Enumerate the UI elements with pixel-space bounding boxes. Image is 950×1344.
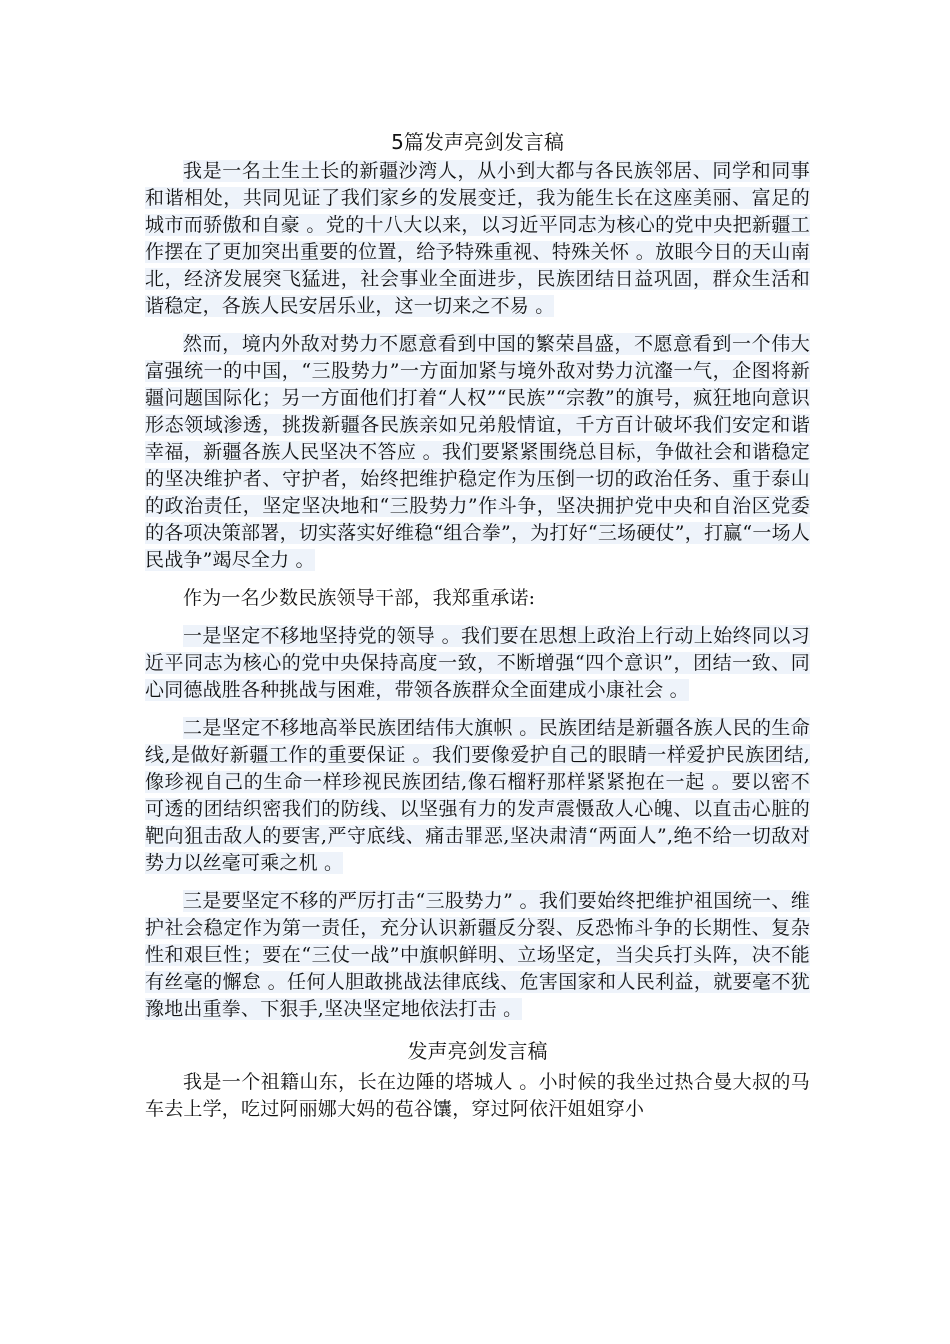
paragraph-4 — [145, 623, 810, 704]
document-title: 5篇发声亮剑发言稿 — [391, 130, 564, 154]
paragraph-3-text: 作为一名少数民族领导干部，我郑重承诺: — [183, 587, 536, 609]
paragraph-1-text: 我是一名土生土长的新疆沙湾人，从小到大都与各民族邻居、同学和同事和谐相处，共同见证了我们家乡的发展变迁，我为能生长在这座美丽、富足的城市而骄傲和自豪 。党的十八大以来，以习近平同志为核心的党中央把新疆工作摆在了更加突出重要的位置，给予特殊重视、特殊关怀 。放眼今日的天山南北，经济发展突飞猛进，社会事业全面进步，民族团结日益巩固，群众生活和谐稳定，各族人民安居乐业，这一切来之不易 。 — [145, 160, 810, 317]
paragraph-2 — [145, 331, 810, 574]
paragraph-7 — [145, 1069, 810, 1123]
paragraph-4-text: 一是坚定不移地坚持党的领导 。我们要在思想上政治上行动上始终同以习近平同志为核心的党中央保持高度一致，不断增强“四个意识”，团结一致、同心同德战胜各种挑战与困难，带领各族群众全面建成小康社会 。 — [145, 625, 810, 701]
paragraph-5 — [145, 715, 810, 877]
paragraph-5-text: 二是坚定不移地高举民族团结伟大旗帜 。民族团结是新疆各族人民的生命线,是做好新疆工作的重要保证 。我们要像爱护自己的眼睛一样爱护民族团结,像珍视自己的生命一样珍视民族团结,像石榴籽那样紧紧抱在一起 。要以密不可透的团结织密我们的防线、以坚强有力的发声震慑敌人心魄、以直击心脏的靶向狙击敌人的要害,严守底线、痛击罪恶,坚决肃清“两面人”,绝不给一切敌对势力以丝毫可乘之机 。 — [145, 717, 810, 874]
paragraph-2-text: 然而，境内外敌对势力不愿意看到中国的繁荣昌盛，不愿意看到一个伟大富强统一的中国，“三股势力”一方面加紧与境外敌对势力沆瀣一气，企图将新疆问题国际化；另一方面他们打着“人权”“民族”“宗教”的旗号，疯狂地向意识形态领域渗透，挑拨新疆各民族亲如兄弟般情谊，千方百计破坏我们安定和谐幸福，新疆各族人民坚决不答应 。我们要紧紧围绕总目标，争做社会和谐稳定的坚决维护者、守护者，始终把维护稳定作为压倒一切的政治任务、重于泰山的政治责任，坚定坚决地和“三股势力”作斗争，坚决拥护党中央和自治区党委的各项决策部署，切实落实好维稳“组合拳”，为打好“三场硬仗”，打赢“一场人民战争”竭尽全力 。 — [145, 333, 810, 571]
section-title: 发声亮剑发言稿 — [407, 1039, 548, 1063]
paragraph-6 — [145, 888, 810, 1023]
paragraph-7-text: 我是一个祖籍山东，长在边陲的塔城人 。小时候的我坐过热合曼大叔的马车去上学，吃过阿丽娜大妈的苞谷馕，穿过阿依汗姐姐穿小 — [145, 1071, 810, 1120]
paragraph-6-text: 三是要坚定不移的严厉打击“三股势力” 。我们要始终把维护祖国统一、维护社会稳定作为第一责任，充分认识新疆反分裂、反恐怖斗争的长期性、复杂性和艰巨性；要在“三仗一战”中旗帜鲜明、立场坚定，当尖兵打头阵，决不能有丝毫的懈怠 。任何人胆敢挑战法律底线、危害国家和人民利益，就要毫不犹豫地出重拳、下狠手,坚决坚定地依法打击 。 — [145, 890, 810, 1020]
paragraph-1 — [145, 158, 810, 320]
paragraph-3 — [145, 585, 810, 612]
